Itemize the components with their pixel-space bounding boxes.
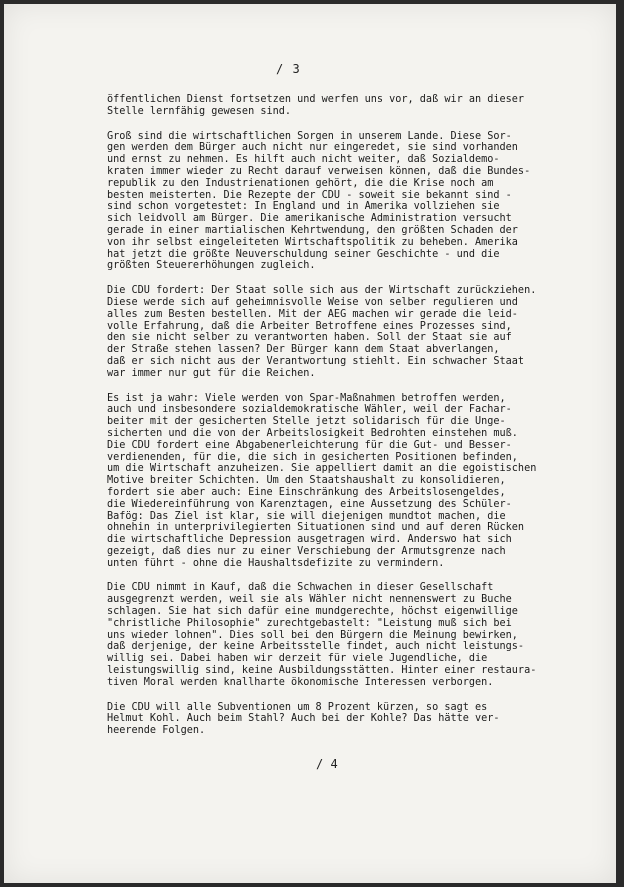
text-line: besten meisterten. Die Rezepte der CDU - soweit sie bekannt sind - <box>107 189 512 201</box>
text-line: Die CDU fordert: Der Staat solle sich aus der Wirtschaft zurückziehen. <box>107 285 537 297</box>
document-page <box>4 4 616 883</box>
text-line: alles zum Besten bestellen. Mit der AEG machen wir gerade die leid- <box>107 308 518 320</box>
paragraph <box>107 94 602 118</box>
text-line: daß derjenige, der keine Arbeitsstelle findet, auch nicht leistungs- <box>107 641 525 653</box>
text-line: die wirtschaftliche Depression ausgetragen wird. Anderswo hat sich <box>107 534 512 546</box>
paragraph <box>107 582 602 688</box>
text-line: um die Wirtschaft anzuheizen. Sie appelliert damit an die egoistischen <box>107 463 537 475</box>
text-line: auch und insbesondere sozialdemokratische Wähler, weil der Fachar- <box>107 404 512 416</box>
text-line: fordert sie aber auch: Eine Einschränkung des Arbeitslosengeldes, <box>107 486 506 498</box>
text-line: Stelle lernfähig gewesen sind. <box>107 105 292 117</box>
text-line: verdienenden, für die, die sich in gesicherten Positionen befinden, <box>107 451 518 463</box>
text-line: sind schon vorgetestet: In England und in Amerika vollziehen sie <box>107 201 500 213</box>
text-line: gezeigt, daß dies nur zu einer Verschiebung der Armutsgrenze nach <box>107 545 506 557</box>
text-line: uns wieder lohnen". Dies soll bei den Bürgern die Meinung bewirken, <box>107 629 518 641</box>
text-line: ohnehin in unterprivilegierten Situationen sind und auf deren Rücken <box>107 522 525 534</box>
text-line: gen werden dem Bürger auch nicht nur eingeredet, sie sind vorhanden <box>107 142 518 154</box>
text-line: Groß sind die wirtschaftlichen Sorgen in unserem Lande. Diese Sor- <box>107 130 512 142</box>
page-number: / 3 <box>276 62 301 76</box>
paragraph <box>107 131 602 273</box>
text-line: Es ist ja wahr: Viele werden von Spar-Maßnahmen betroffen werden, <box>107 392 506 404</box>
text-line: war immer nur gut für die Reichen. <box>107 367 316 379</box>
paragraph <box>107 285 602 379</box>
text-line: hat jetzt die größte Neuverschuldung seiner Geschichte - und die <box>107 248 500 260</box>
text-line: die Wiedereinführung von Karenztagen, eine Aussetzung des Schüler- <box>107 498 512 510</box>
text-line: heerende Folgen. <box>107 725 206 737</box>
text-line: Motive breiter Schichten. Um den Staatshaushalt zu konsolidieren, <box>107 475 506 487</box>
text-line: gerade in einer martialischen Kehrtwendung, den größten Schaden der <box>107 224 518 236</box>
text-line: Die CDU fordert eine Abgabenerleichterung für die Gut- und Besser- <box>107 439 512 451</box>
text-line: Die CDU nimmt in Kauf, daß die Schwachen in dieser Gesellschaft <box>107 582 494 594</box>
text-line: sicherten und die von der Arbeitslosigkeit Bedrohten einstehen muß. <box>107 427 518 439</box>
text-line: Bafög: Das Ziel ist klar, sie will diejenigen mundtot machen, die <box>107 510 506 522</box>
text-line: Diese werde sich auf geheimnisvolle Weise von selber regulieren und <box>107 296 518 308</box>
text-line: schlagen. Sie hat sich dafür eine mundgerechte, höchst eigenwillige <box>107 606 518 618</box>
text-line: sich leidvoll am Bürger. Die amerikanische Administration versucht <box>107 213 512 225</box>
body-text <box>107 94 602 750</box>
text-line: ausgegrenzt werden, weil sie als Wähler nicht nennenswert zu Buche <box>107 594 512 606</box>
text-line: willig sei. Dabei haben wir derzeit für viele Jugendliche, die <box>107 653 488 665</box>
text-line: tiven Moral werden knallharte ökonomische Interessen verborgen. <box>107 676 494 688</box>
text-line: der Straße stehen lassen? Der Bürger kann dem Staat abverlangen, <box>107 344 500 356</box>
text-line: volle Erfahrung, daß die Arbeiter Betroffene eines Prozesses sind, <box>107 320 512 332</box>
next-page-marker: / 4 <box>316 757 338 771</box>
text-line: und ernst zu nehmen. Es hilft auch nicht weiter, daß Sozialdemo- <box>107 154 500 166</box>
text-line: "christliche Philosophie" zurechtgebastelt: "Leistung muß sich bei <box>107 617 512 629</box>
text-line: größten Steuererhöhungen zugleich. <box>107 260 316 272</box>
text-line: beiter mit der gesicherten Stelle jetzt solidarisch für die Unge- <box>107 416 506 428</box>
text-line: republik zu den Industrienationen gehört, die die Krise noch am <box>107 177 494 189</box>
paragraph <box>107 393 602 570</box>
text-line: daß er sich nicht aus der Verantwortung stiehlt. Ein schwacher Staat <box>107 355 525 367</box>
paragraph <box>107 702 602 737</box>
text-line: öffentlichen Dienst fortsetzen und werfen uns vor, daß wir an dieser <box>107 94 525 105</box>
text-line: Helmut Kohl. Auch beim Stahl? Auch bei der Kohle? Das hätte ver- <box>107 713 500 725</box>
text-line: unten führt - ohne die Haushaltsdefizite zu vermindern. <box>107 557 445 569</box>
text-line: leistungswillig sind, keine Ausbildungsstätten. Hinter einer restaura- <box>107 665 537 677</box>
text-line: kraten immer wieder zu Recht darauf verweisen können, daß die Bundes- <box>107 165 531 177</box>
text-line: von ihr selbst eingeleiteten Wirtschaftspolitik zu beheben. Amerika <box>107 236 518 248</box>
text-line: Die CDU will alle Subventionen um 8 Prozent kürzen, so sagt es <box>107 701 488 713</box>
text-line: den sie nicht selber zu verantworten haben. Soll der Staat sie auf <box>107 332 512 344</box>
